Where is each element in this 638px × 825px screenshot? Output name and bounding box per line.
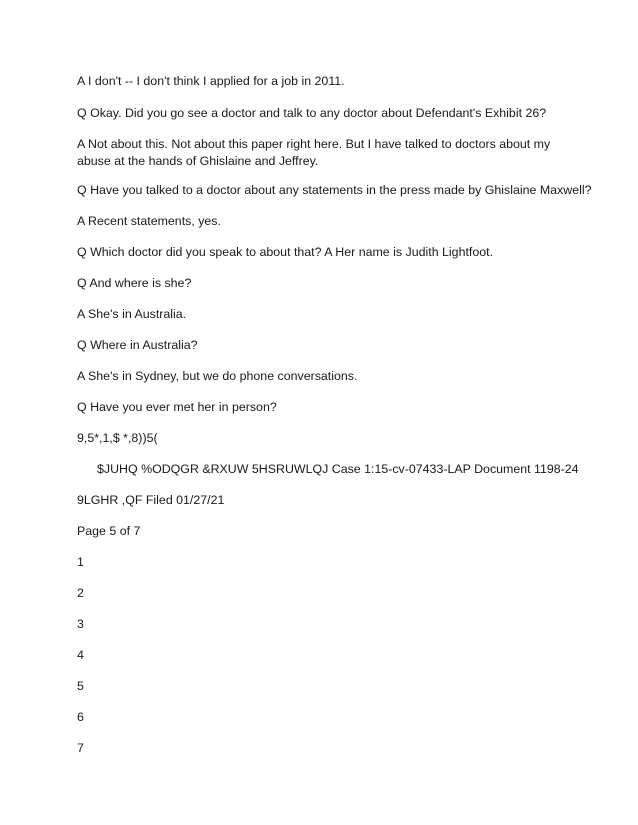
transcript-line-1: A I don't -- I don't think I applied for a job in 2011. [77, 74, 345, 88]
line-number: 6 [77, 710, 84, 724]
line-number: 5 [77, 679, 84, 693]
case-info-line: $JUHQ %ODQGR &RXUW 5HSRUWLQJ Case 1:15-cv-07433-LAP Document 1198-24 [97, 462, 579, 476]
transcript-line-4: Q Have you talked to a doctor about any statements in the press made by Ghislaine Maxwell? [77, 183, 592, 197]
line-number: 4 [77, 648, 84, 662]
transcript-line-10: A She's in Sydney, but we do phone conversations. [77, 369, 358, 383]
transcript-line-5: A Recent statements, yes. [77, 214, 221, 228]
transcript-line-3: A Not about this. Not about this paper right here. But I have talked to doctors about my abuse at the hands of Ghislaine and Jeffrey. [77, 137, 551, 168]
transcript-line-7: Q And where is she? [77, 276, 192, 290]
line-number: 3 [77, 617, 84, 631]
transcript-line-11: Q Have you ever met her in person? [77, 400, 277, 414]
filed-line: 9LGHR ,QF Filed 01/27/21 [77, 493, 225, 507]
line-number: 2 [77, 586, 84, 600]
transcript-line-2: Q Okay. Did you go see a doctor and talk to any doctor about Defendant's Exhibit 26? [77, 106, 547, 120]
transcript-line-8: A She's in Australia. [77, 307, 187, 321]
line-number: 7 [77, 741, 84, 755]
transcript-line-6: Q Which doctor did you speak to about that? A Her name is Judith Lightfoot. [77, 245, 494, 259]
transcript-line-9: Q Where in Australia? [77, 338, 198, 352]
garbled-header-line: 9,5*,1,$ *,8))5( [77, 431, 158, 445]
line-number: 1 [77, 555, 84, 569]
page-label: Page 5 of 7 [77, 524, 141, 538]
